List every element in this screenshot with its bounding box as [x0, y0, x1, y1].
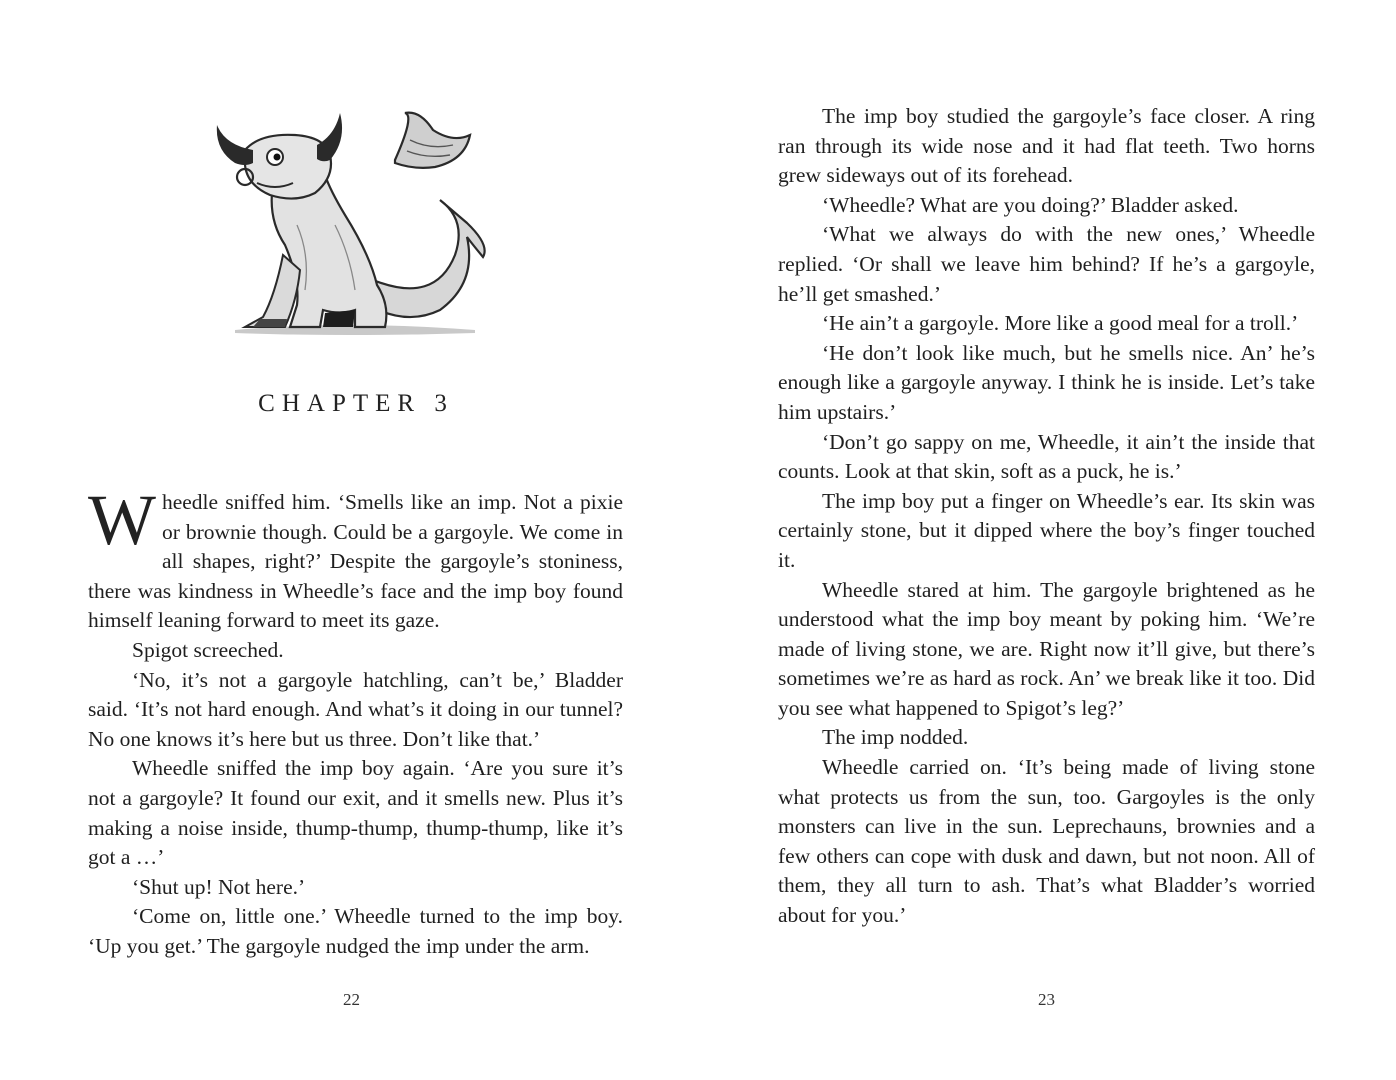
paragraph: Wheedle carried on. ‘It’s being made of living stone what protects us from the sun, too. Gargoyles is the only monsters can live in the sun. Leprechauns, brownies and a few others can cope with dusk and dawn, but not noon. All of them, they all turn to ash. That’s what Bladder’s worried about for you.’: [778, 755, 1315, 928]
paragraph: ‘He ain’t a gargoyle. More like a good meal for a troll.’: [822, 311, 1299, 336]
right-page: [698, 0, 1396, 1080]
paragraph: ‘What we always do with the new ones,’ Wheedle replied. ‘Or shall we leave him behind? If he’s a gargoyle, he’ll get smashed.’: [778, 222, 1315, 306]
paragraph: ‘He don’t look like much, but he smells nice. An’ he’s enough like a gargoyle anyway. I think he is inside. Let’s take him upstairs.’: [778, 340, 1315, 424]
paragraph: Wheedle stared at him. The gargoyle brightened as he understood what the imp boy meant by poking him. ‘We’re made of living stone, we are. Right now it’ll give, but there’s sometimes we’re as hard as rock. An’ we break like it too. Did you see what happened to Spigot’s leg?’: [778, 577, 1315, 720]
paragraph: [88, 480, 623, 636]
page-number: 22: [343, 990, 360, 1009]
paragraph: The imp boy put a finger on Wheedle’s ear. Its skin was certainly stone, but it dipped where the boy’s finger touched it.: [778, 488, 1315, 572]
paragraph: ‘Don’t go sappy on me, Wheedle, it ain’t the inside that counts. Look at that skin, soft as a puck, he is.’: [778, 429, 1315, 484]
paragraph: The imp nodded.: [822, 725, 969, 750]
chapter-title: CHAPTER 3: [258, 390, 454, 417]
paragraph: Spigot screeched.: [132, 637, 284, 662]
page-number: 23: [1038, 990, 1055, 1009]
dropcap: W: [88, 480, 156, 560]
paragraph: ‘Wheedle? What are you doing?’ Bladder asked.: [822, 192, 1239, 217]
gargoyle-illustration: [205, 105, 495, 350]
paragraph: Wheedle sniffed the imp boy again. ‘Are you sure it’s not a gargoyle? It found our exit, and it smells new. Plus it’s making a noise inside, thump-thump, thump-thump, like it’s got a …’: [88, 756, 623, 870]
right-page-text: [778, 102, 1315, 931]
left-page-text: [88, 480, 623, 962]
paragraph: ‘Come on, little one.’ Wheedle turned to the imp boy. ‘Up you get.’ The gargoyle nudged the imp under the arm.: [88, 904, 623, 958]
paragraph: The imp boy studied the gargoyle’s face closer. A ring ran through its wide nose and it had flat teeth. Two horns grew sideways out of its forehead.: [778, 104, 1315, 188]
paragraph-text: heedle sniffed him. ‘Smells like an imp. Not a pixie or brownie though. Could be a gargoyle. We come in all shapes, right?’ Despite the gargoyle’s stoniness, there was kindness in Wheedle’s face and the imp boy found himself leaning forward to meet its gaze.: [88, 490, 623, 633]
paragraph: ‘No, it’s not a gargoyle hatchling, can’t be,’ Bladder said. ‘It’s not hard enough. And what’s it doing in our tunnel? No one knows it’s here but us three. Don’t like that.’: [88, 667, 623, 751]
paragraph: ‘Shut up! Not here.’: [132, 874, 306, 899]
